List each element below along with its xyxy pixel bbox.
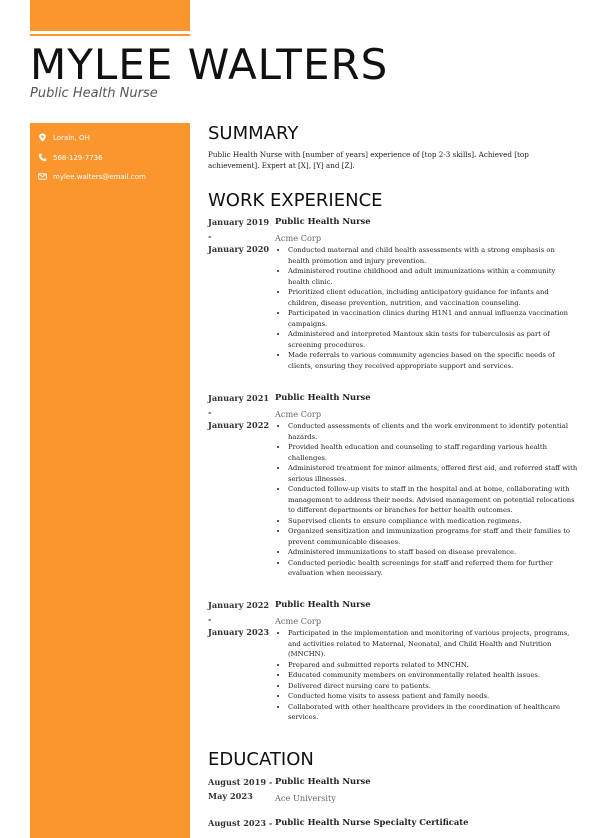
candidate-name: MYLEE WALTERS bbox=[30, 40, 389, 89]
contact-phone bbox=[38, 153, 186, 162]
bullet-item: • Conducted home visits to assess patient and family needs. bbox=[288, 691, 578, 702]
job-dates bbox=[208, 392, 270, 433]
education-school: Ace University bbox=[275, 793, 336, 803]
date-separator: - bbox=[208, 230, 212, 241]
date-start: August 2023 - bbox=[208, 818, 273, 828]
contact-location bbox=[38, 133, 186, 142]
bullet-item: • Administered and interpreted Mantoux skin tests for tuberculosis as part of screening procedures. bbox=[288, 329, 578, 350]
date-start: January 2019 bbox=[208, 217, 270, 227]
bullet-item: • Administered treatment for minor ailments, offered first aid, and referred staff with serious illnesses. bbox=[288, 463, 578, 484]
job-role: Public Health Nurse bbox=[275, 599, 371, 609]
bullet-item: • Made referrals to various community agencies based on the specific needs of clients, ensuring they received appropriate support and services. bbox=[288, 350, 578, 371]
envelope-icon bbox=[38, 172, 47, 181]
summary-text: Public Health Nurse with [number of years] experience of [top 2-3 skills]. Achieved [top achievement]. Expert at [X], [Y] and [Z]. bbox=[208, 150, 529, 170]
bullet-item: • Collaborated with other healthcare providers in the coordination of healthcare services. bbox=[288, 702, 578, 723]
job-bullets bbox=[275, 628, 578, 723]
accent-bar-top bbox=[30, 0, 190, 31]
job-dates bbox=[208, 599, 270, 640]
bullet-item: • Supervised clients to ensure compliance with medication regimens. bbox=[288, 516, 578, 527]
date-end: January 2022 bbox=[208, 420, 270, 430]
date-separator: - bbox=[208, 613, 212, 624]
education-degree: Public Health Nurse bbox=[275, 776, 371, 786]
bullet-item: • Administered immunizations to staff based on disease prevalence. bbox=[288, 547, 578, 558]
education-dates bbox=[208, 817, 278, 831]
education-degree: Public Health Nurse Specialty Certificate bbox=[275, 817, 469, 827]
location-text: Lorain, OH bbox=[53, 133, 90, 142]
bullet-item: • Conducted assessments of clients and the work environment to identify potential hazards. bbox=[288, 421, 578, 442]
bullet-item: • Organized sensitization and immunization programs for staff and their families to prevent communicable diseases. bbox=[288, 526, 578, 547]
summary-heading: SUMMARY bbox=[208, 123, 299, 144]
job-company: Acme Corp bbox=[275, 409, 322, 419]
bullet-item: • Prioritized client education, including anticipatory guidance for infants and children, disease prevention, nutrition, and vaccination counseling. bbox=[288, 287, 578, 308]
education-heading: EDUCATION bbox=[208, 749, 314, 770]
education-dates bbox=[208, 776, 278, 803]
job-bullets bbox=[275, 245, 578, 371]
work-experience-heading: WORK EXPERIENCE bbox=[208, 190, 383, 211]
date-end: January 2023 bbox=[208, 627, 270, 637]
job-dates bbox=[208, 216, 270, 257]
phone-text: 568-129-7736 bbox=[53, 153, 103, 162]
sidebar bbox=[30, 123, 190, 838]
date-start: January 2022 bbox=[208, 600, 270, 610]
location-pin-icon bbox=[38, 133, 47, 142]
job-role: Public Health Nurse bbox=[275, 216, 371, 226]
bullet-item: • Participated in the implementation and monitoring of various projects, programs, and activities related to Maternal, Neonatal, and Child Health and Nutrition (MNCHN). bbox=[288, 628, 578, 660]
bullet-item: • Participated in vaccination clinics during H1N1 and annual influenza vaccination campaigns. bbox=[288, 308, 578, 329]
bullet-item: • Conducted periodic health screenings for staff and referred them for further evaluation when necessary. bbox=[288, 558, 578, 579]
bullet-item: • Educated community members on environmentally related health issues. bbox=[288, 670, 578, 681]
bullet-item: • Provided health education and counseling to staff regarding various health challenges. bbox=[288, 442, 578, 463]
date-separator: - bbox=[208, 406, 212, 417]
date-start: August 2019 - bbox=[208, 777, 273, 787]
accent-rule bbox=[30, 34, 190, 36]
date-start: January 2021 bbox=[208, 393, 270, 403]
job-company: Acme Corp bbox=[275, 233, 322, 243]
bullet-item: • Administered routine childhood and adult immunizations within a community health clinic. bbox=[288, 266, 578, 287]
phone-icon bbox=[38, 153, 47, 162]
email-text[interactable]: mylee.walters@email.com bbox=[53, 172, 146, 181]
job-bullets bbox=[275, 421, 578, 579]
job-role: Public Health Nurse bbox=[275, 392, 371, 402]
date-end: January 2020 bbox=[208, 244, 270, 254]
candidate-title: Public Health Nurse bbox=[30, 86, 158, 101]
bullet-item: • Conducted maternal and child health assessments with a strong emphasis on health promotion and injury prevention. bbox=[288, 245, 578, 266]
bullet-item: • Conducted follow-up visits to staff in the hospital and at home, collaborating with management to address their needs. Advised management on potential relocations to different departments or branches for better health outcomes. bbox=[288, 484, 578, 516]
job-company: Acme Corp bbox=[275, 616, 322, 626]
contact-email[interactable] bbox=[38, 172, 186, 181]
bullet-item: • Delivered direct nursing care to patients. bbox=[288, 681, 578, 692]
bullet-item: • Prepared and submitted reports related to MNCHN. bbox=[288, 660, 578, 671]
date-end: May 2023 bbox=[208, 790, 253, 801]
